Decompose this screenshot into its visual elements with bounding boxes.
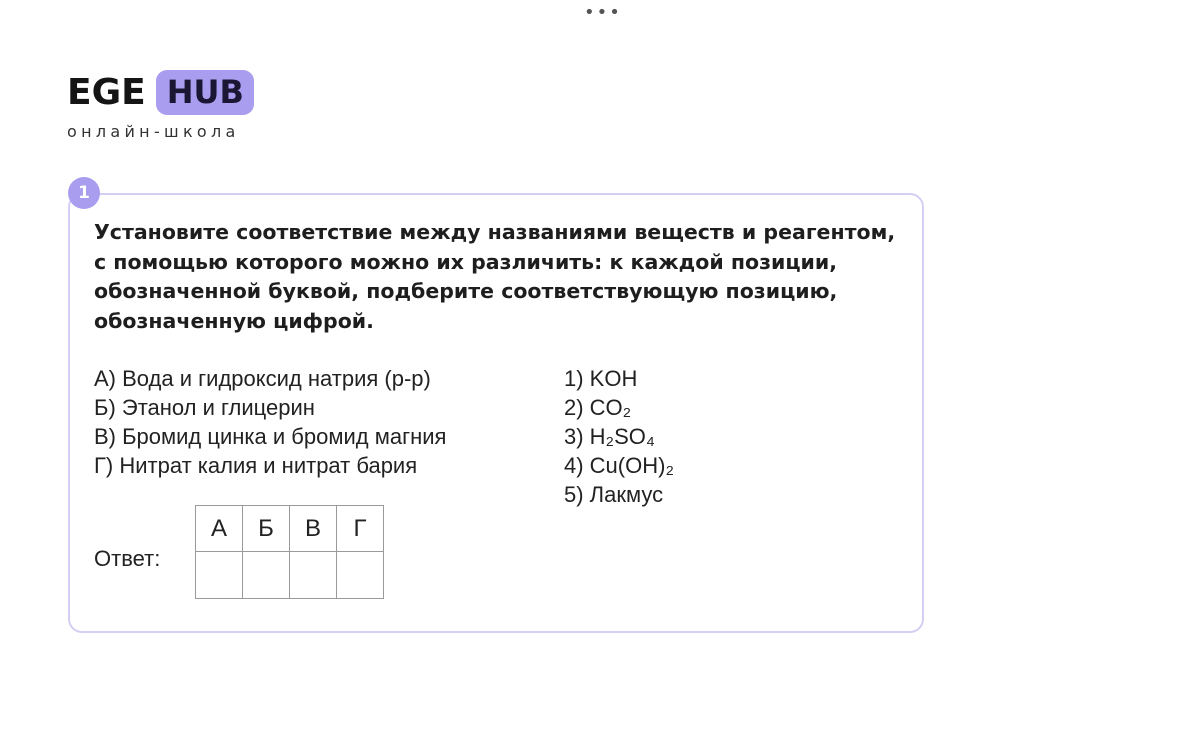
logo-mark: [67, 70, 254, 115]
substances-list: [94, 364, 446, 480]
substance-item-a: А) Вода и гидроксид натрия (р-р): [94, 366, 431, 391]
substance-item-b: Б) Этанол и глицерин: [94, 395, 315, 420]
task-question: Установите соответствие между названиями веществ и реагентом, с помощью которого можно их различить: к каждой позиции, обозначенной буквой, подберите соответствующую позицию, обозначенную цифрой.: [94, 220, 896, 333]
answer-column-g: Г: [337, 506, 384, 552]
answer-cell-g[interactable]: [337, 552, 384, 599]
answer-cell-v[interactable]: [290, 552, 337, 599]
answer-table: [195, 505, 384, 599]
reagent-item-5: 5) Лакмус: [564, 482, 664, 507]
answer-column-b: Б: [243, 506, 290, 552]
answer-label: Ответ:: [94, 546, 161, 571]
logo: [67, 70, 254, 141]
logo-text-hub: HUB: [156, 70, 254, 115]
reagent-item-2: 2) CO₂: [564, 395, 632, 420]
logo-subtitle: онлайн-школа: [67, 122, 240, 141]
reagents-list: [564, 364, 674, 509]
answer-column-v: В: [290, 506, 337, 552]
logo-text-ege: EGE: [67, 72, 146, 113]
reagent-item-1: 1) KOH: [564, 366, 638, 391]
answer-header-row: [196, 506, 384, 552]
more-options-icon[interactable]: •••: [584, 2, 622, 23]
substance-item-g: Г) Нитрат калия и нитрат бария: [94, 453, 418, 478]
answer-cell-a[interactable]: [196, 552, 243, 599]
answer-column-a: А: [196, 506, 243, 552]
answer-input-row: [196, 552, 384, 599]
answer-cell-b[interactable]: [243, 552, 290, 599]
reagent-item-3: 3) H₂SO₄: [564, 424, 655, 449]
substance-item-v: В) Бромид цинка и бромид магния: [94, 424, 447, 449]
reagent-item-4: 4) Cu(OH)₂: [564, 453, 674, 478]
task-number-badge: 1: [68, 177, 100, 209]
